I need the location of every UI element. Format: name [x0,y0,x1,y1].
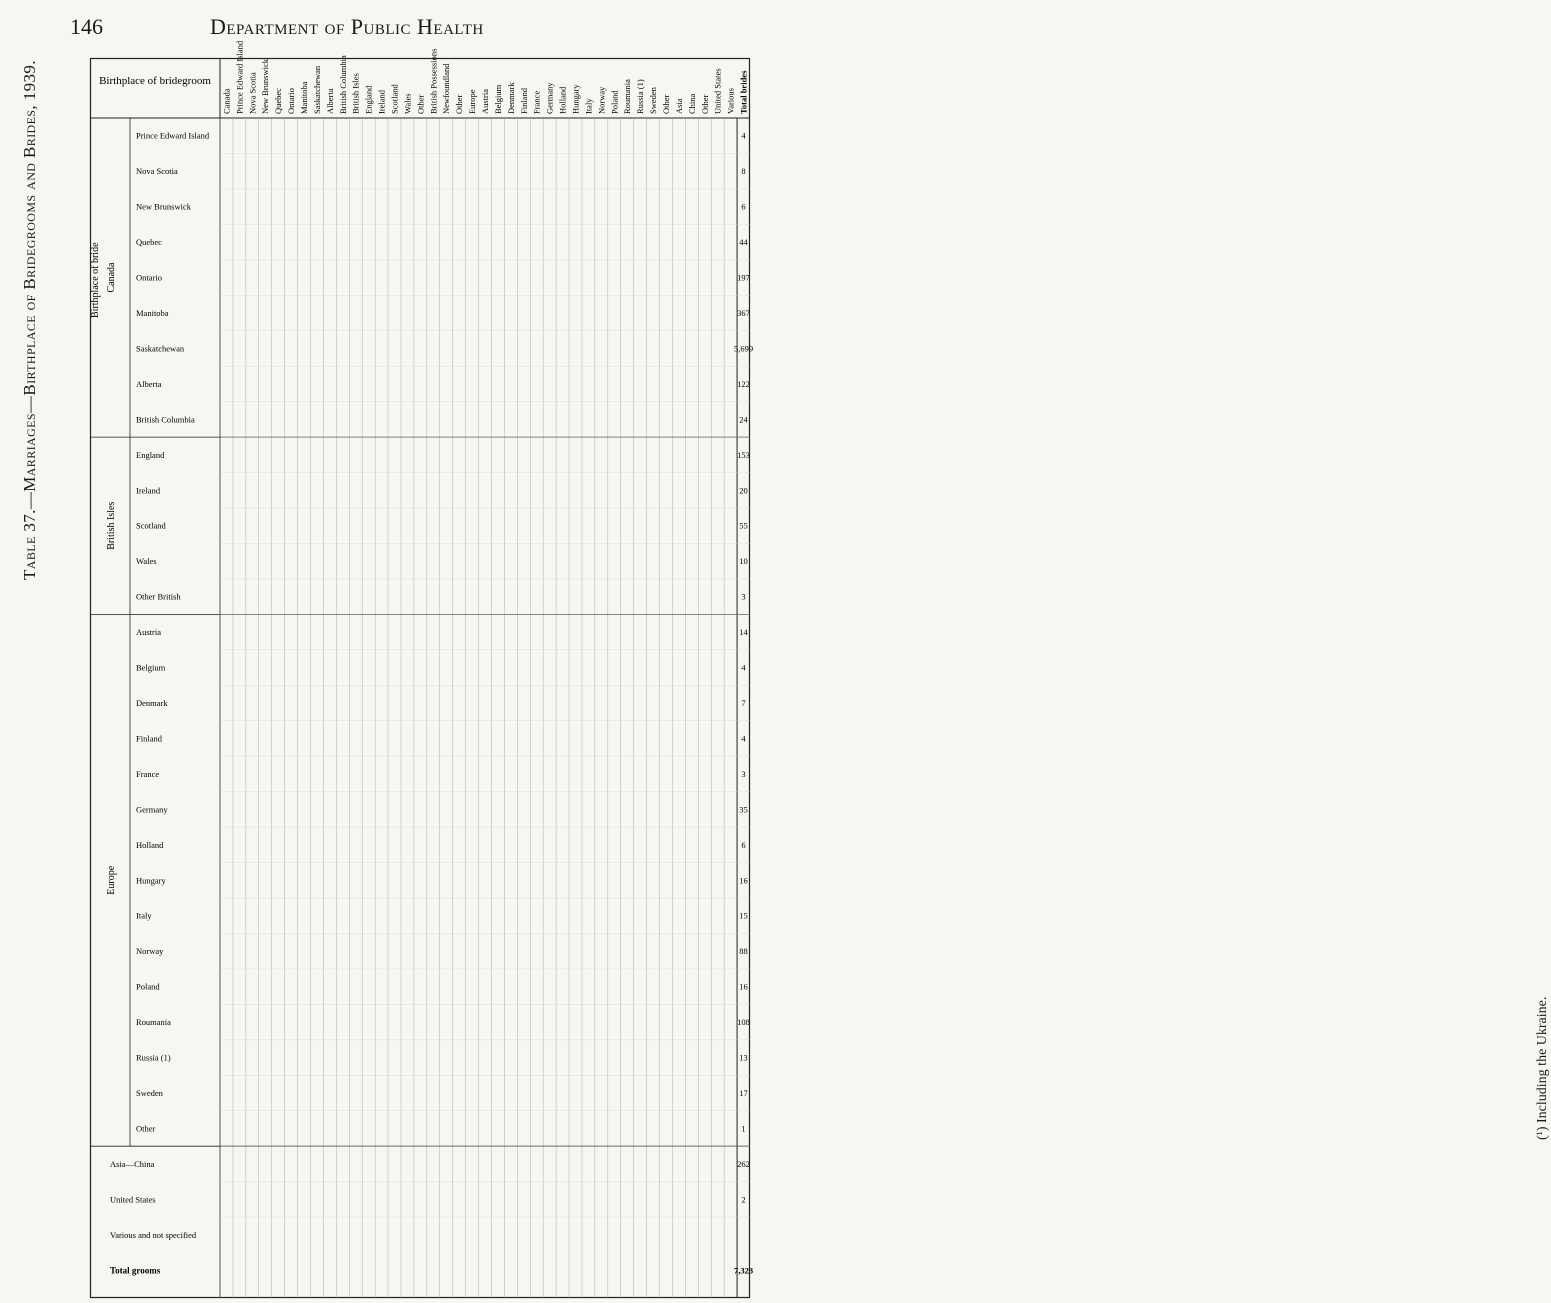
column-total: 153 [737,449,750,460]
bride-label: Quebec [136,237,162,248]
bride-label: Holland [136,839,164,850]
groom-label: Scotland [389,84,400,114]
bride-label: Asia—China [110,1158,155,1169]
groom-label: Finland [518,88,529,114]
bride-label: Other [136,1123,156,1134]
column-total: 4 [741,733,746,744]
groom-label: Europe [467,89,478,114]
groom-label: Newfoundland [441,63,452,114]
bride-label: England [136,449,165,460]
table-title: Table 37.—Marriages—Birthplace of Bridegrooms and Brides, 1939. [20,60,39,580]
groom-label: Russia (1) [635,79,646,114]
group-label: British Isles [106,501,117,550]
bride-label: Belgium [136,662,166,673]
column-total: 6 [741,839,746,850]
total-grooms-label: Total grooms [110,1265,161,1276]
groom-label: Total brides [738,70,749,114]
bride-label: Prince Edward Island [136,130,210,141]
groom-label: Manitoba [299,81,310,114]
groom-label: British Columbia [337,55,348,114]
top-header-label: Birthplace of bride [90,242,101,318]
column-total: 88 [739,946,748,957]
page-number: 146 [70,14,103,39]
bride-label: Alberta [136,378,162,389]
groom-label: Various [725,88,736,114]
column-total: 14 [739,627,748,638]
marriage-table [90,40,754,1298]
groom-label: Ontario [286,88,297,114]
bride-label: Austria [136,627,162,638]
bride-label: Roumania [136,1017,171,1028]
groom-label: England [363,85,374,114]
groom-label: Canada [221,88,232,114]
footnote-strip [760,0,1550,1302]
groom-label: Prince Edward Island [234,40,245,114]
bride-label: Norway [136,946,164,957]
column-total: 4 [741,130,746,141]
groom-label: New Brunswick [260,58,271,114]
column-total: 44 [739,237,748,248]
bride-label: Italy [136,910,152,921]
corner-header: Birthplace of bridegroom [99,75,211,87]
table-svg [90,40,754,1298]
column-total: 5,699 [733,343,754,354]
bride-label: Poland [136,981,160,992]
bride-label: New Brunswick [136,201,192,212]
table-title-strip [0,0,60,1302]
groom-label: Other [454,94,465,114]
column-total: 10 [739,556,748,567]
groom-label: Other [660,94,671,114]
bride-label: France [136,768,160,779]
bride-label: Manitoba [136,308,169,318]
column-total: 17 [739,1088,748,1098]
groom-label: Holland [557,86,568,114]
groom-label: Wales [402,93,413,114]
column-total: 15 [739,910,748,921]
groom-label: Other [415,94,426,114]
group-label: Europe [106,865,117,895]
groom-label: British Possessions [428,48,439,114]
groom-label: Asia [673,98,684,114]
bride-label: Hungary [136,875,166,886]
bride-label: Other British [136,591,181,602]
bride-label: Sweden [136,1088,163,1098]
groom-label: Saskatchewan [311,65,322,114]
column-total: 35 [739,804,748,815]
bride-label: Saskatchewan [136,343,185,354]
column-total: 262 [737,1158,750,1169]
groom-label: Norway [596,86,607,114]
groom-label: Alberta [324,88,335,114]
group-label: Canada [106,262,117,293]
footnote: (¹) Including the Ukraine. [1535,996,1550,1140]
column-total: 13 [739,1052,748,1063]
column-total: 1 [741,1123,746,1134]
groom-label: British Isles [350,73,361,114]
groom-label: China [686,93,697,114]
bride-label: United States [110,1194,156,1205]
groom-label: United States [712,68,723,114]
column-total: 55 [739,520,748,531]
column-total: 3 [741,768,746,779]
column-total: 122 [737,378,750,389]
column-total: 108 [737,1017,750,1028]
column-total: 7 [741,698,746,708]
groom-label: Italy [583,98,594,114]
column-total: 6 [741,201,746,212]
department-title: Department of Public Health [210,14,484,39]
groom-label: France [531,90,542,114]
column-total: 8 [741,166,746,177]
groom-label: Other [699,94,710,114]
page-header [70,6,760,46]
column-total: 197 [737,272,750,283]
groom-label: Nova Scotia [247,72,258,114]
groom-label: Quebec [273,88,284,114]
bride-label: Various and not specified [110,1229,197,1240]
bride-label: British Columbia [136,414,195,425]
bride-label: Ontario [136,272,162,283]
column-total: 367 [737,308,750,318]
bride-label: Ireland [136,485,161,496]
groom-label: Austria [480,88,490,114]
groom-label: Sweden [648,87,659,114]
bride-label: Nova Scotia [136,166,178,177]
bride-label: Denmark [136,698,168,708]
bride-label: Russia (1) [136,1052,171,1063]
table-border [91,59,750,1298]
column-total: 16 [739,875,748,886]
bride-label: Germany [136,804,168,815]
column-total: 24 [739,414,748,425]
column-total: 16 [739,981,748,992]
column-total: 4 [741,662,746,673]
groom-label: Belgium [492,84,503,114]
groom-label: Hungary [570,84,581,114]
groom-label: Germany [544,82,555,114]
groom-label: Roumania [622,79,633,114]
bride-label: Finland [136,733,162,744]
column-total: 2 [741,1194,746,1205]
column-total: 3 [741,591,746,602]
groom-label: Denmark [505,82,516,114]
groom-label: Poland [609,90,620,114]
bride-label: Wales [136,556,157,567]
bride-label: Scotland [136,520,166,531]
groom-label: Ireland [376,89,387,114]
column-total: 20 [739,485,748,496]
grand-total: 7,323 [733,1265,754,1276]
